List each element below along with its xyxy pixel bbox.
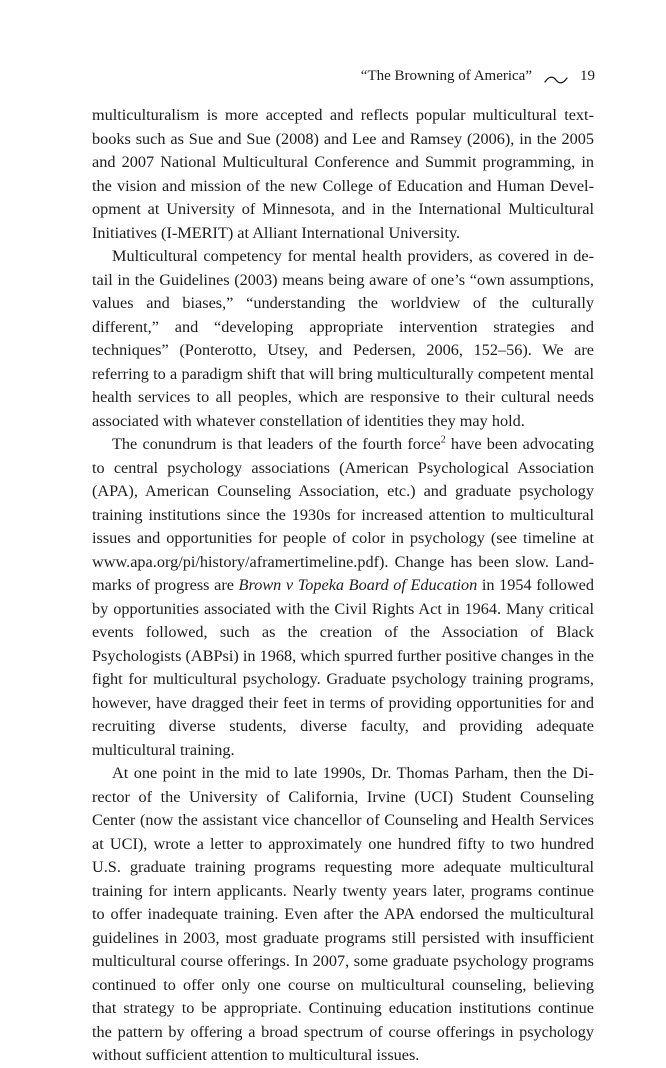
body-text — [92, 104, 594, 1068]
paragraph-3 — [92, 433, 594, 762]
paragraph-3-text-c: in 1954 followed by opportunities associated with the Civil Rights Act in 1964. Many critical events followed, such as the creation of the Association of Black Psychologists (ABPsi) in 1968, which spurred further positive changes in the fight for multicultural psychology. Graduate psychology training programs, however, have dragged their feet in terms of providing opportunities for and recruiting diverse students, diverse faculty, and providing adequate multicultural training. — [92, 576, 594, 759]
paragraph-3-text-a: The conundrum is that leaders of the fourth force — [112, 435, 441, 453]
paragraph-4: At one point in the mid to late 1990s, Dr. Thomas Parham, then the Director of the University of California, Irvine (UCI) Student Counseling Center (now the assistant vice chancellor of Counseling and Health Services at UCI), wrote a letter to approximately one hundred fifty to two hundred U.S. graduate training programs requesting more adequate multicultural training for intern applicants. Nearly twenty years later, programs continue to offer inadequate training. Even after the APA endorsed the multicultural guidelines in 2003, most graduate programs still persisted with insufficient multicultural course offerings. In 2007, some graduate psychology programs continued to offer only one course on multicultural counseling, believing that strategy to be appropriate. Continuing education institutions continue the pattern by offering a broad spectrum of course offerings in psychology without sufficient attention to multicultural issues. — [92, 764, 594, 1064]
running-head-title: “The Browning of America” — [360, 68, 532, 84]
footnote-reference: 2 — [440, 434, 446, 446]
running-head — [361, 66, 595, 86]
paragraph-2: Multicultural competency for mental health providers, as covered in detail in the Guidelines (2003) means being aware of one’s “own assumptions, values and biases,” “understanding the worldview of the culturally different,” and “developing appropriate intervention strategies and techniques” (Ponterotto, Utsey, and Pedersen, 2006, 152–56). We are referring to a paradigm shift that will bring multiculturally competent mental health services to all peoples, which are responsive to their cultural needs associated with whatever constellation of identities they may hold. — [92, 247, 594, 430]
paragraph-1: multiculturalism is more accepted and reflects popular multicultural textbooks such as Sue and Sue (2008) and Lee and Ramsey (2006), in the 2005 and 2007 National Multicultural Conference and Summit programming, in the vision and mission of the new College of Education and Human Development at University of Minnesota, and in the International Multicultural Initiatives (I-MERIT) at Alliant International University. — [92, 106, 594, 242]
case-title: Brown v Topeka Board of Education — [238, 576, 478, 594]
paragraph-3-text-b: have been advocating to central psychology associations (American Psychological Association (APA), American Counseling Association, etc.) and graduate psychology training institutions since the 1930s for increased attention to multicultural issues and opportunities for people of color in psychology (see timeline at www.apa.org/pi/history/aframertimeline.pdf). Change has been slow. Landmarks of progress are — [92, 435, 594, 594]
tilde-ornament-icon — [544, 71, 568, 81]
page-number: 19 — [580, 68, 595, 84]
